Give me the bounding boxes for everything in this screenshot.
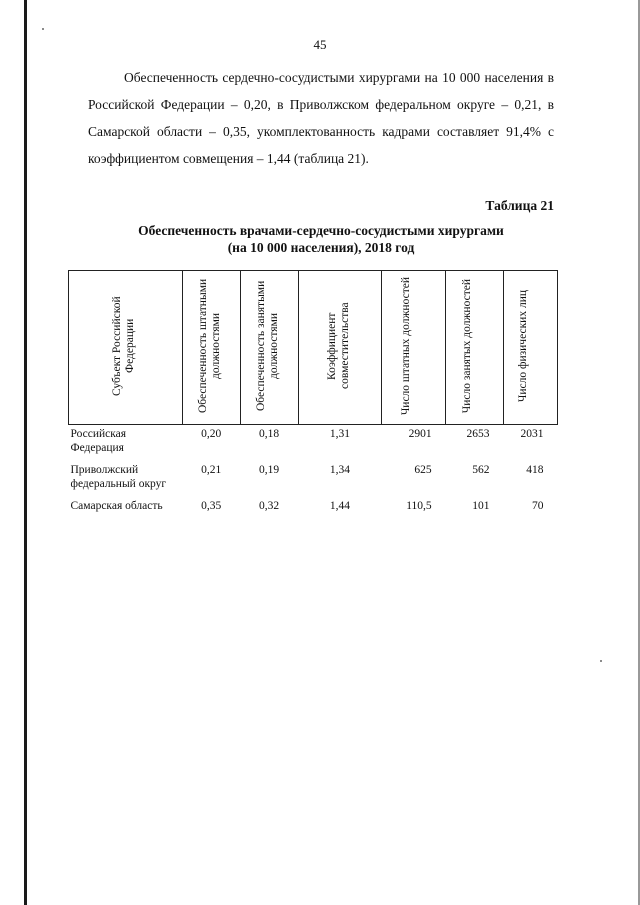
- cell-value: 1,44: [329, 500, 350, 512]
- scan-speck: [600, 660, 602, 662]
- cell-value: 2031: [520, 428, 544, 440]
- cell-value: 2653: [466, 428, 490, 440]
- header-coefficient: Коэффициент совместительства: [325, 302, 351, 390]
- header-cell: [182, 271, 240, 425]
- table-row: [69, 461, 558, 497]
- table-title-line2: (на 10 000 населения), 2018 год: [227, 240, 415, 255]
- header-individuals: Число физических лиц: [516, 289, 529, 403]
- cell-value: 562: [472, 464, 490, 476]
- cell-value: 0,18: [259, 428, 280, 440]
- header-cell: [240, 271, 298, 425]
- cell-value: 110,5: [406, 500, 432, 512]
- cell-value: 1,31: [329, 428, 350, 440]
- cell-value: 0,35: [201, 500, 222, 512]
- cell-value: 0,19: [259, 464, 280, 476]
- cell-value: 101: [472, 500, 490, 512]
- header-cell: [504, 271, 558, 425]
- cell-subject: Приволжский федеральный округ: [70, 464, 167, 490]
- header-staff-provision: Обеспеченность штатными должностями: [197, 278, 223, 414]
- cell-value: 625: [414, 464, 432, 476]
- header-cell: [69, 271, 183, 425]
- cell-subject: Самарская область: [70, 500, 163, 512]
- table-title-line1: Обеспеченность врачами-сердечно-сосудистыми хирургами: [138, 223, 504, 238]
- paragraph-text: Обеспеченность сердечно-сосудистыми хирургами на 10 000 населения в Российской Федерации – 0,20, в Приволжском федеральном округе – 0,21, в Самарской области – 0,35, укомплектованность кадрами составляет 91,4% с коэффициентом совмещения – 1,44 (таблица 21).: [88, 70, 554, 166]
- scan-speck: [42, 28, 44, 30]
- header-subject: Субъект Российской Федерации: [111, 296, 137, 396]
- table-title: [88, 222, 554, 256]
- cell-value: 0,32: [259, 500, 280, 512]
- table-number: Таблица 21: [485, 198, 554, 213]
- page-number: 45: [313, 37, 327, 52]
- table-header-row: [69, 271, 558, 425]
- cell-value: 1,34: [329, 464, 350, 476]
- header-occupied-positions: Число занятых должностей: [460, 278, 473, 414]
- cell-subject: Российская Федерация: [70, 428, 127, 454]
- header-cell: [446, 271, 504, 425]
- cell-value: 0,20: [201, 428, 222, 440]
- cell-value: 70: [532, 500, 544, 512]
- body-paragraph: [88, 64, 554, 172]
- table-row: [69, 497, 558, 519]
- header-occupied-provision: Обеспеченность занятыми должностями: [255, 280, 281, 412]
- header-staff-positions: Число штатных должностей: [399, 276, 412, 416]
- cell-value: 418: [526, 464, 544, 476]
- scan-edge-left: [24, 0, 27, 905]
- header-cell: [382, 271, 446, 425]
- data-table: [68, 270, 558, 519]
- table-row: [69, 425, 558, 462]
- cell-value: 2901: [408, 428, 432, 440]
- cell-value: 0,21: [201, 464, 222, 476]
- header-cell: [298, 271, 382, 425]
